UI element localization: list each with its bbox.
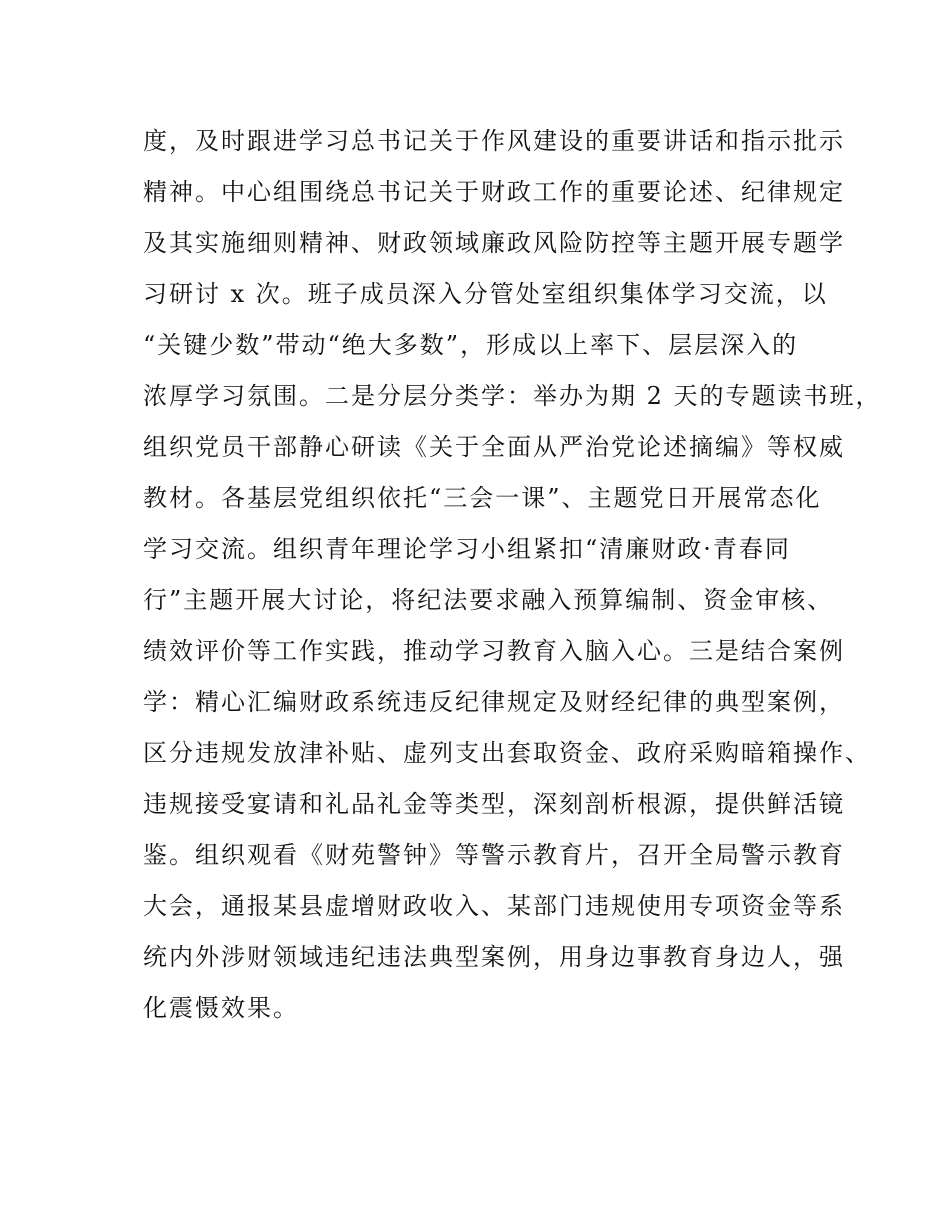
paragraph-line: 行”主题开展大讨论，将纪法要求融入预算编制、资金审核、 <box>143 586 834 614</box>
paragraph-line: 习研讨 x 次。班子成员深入分管处室组织集体学习交流，以 <box>143 280 828 308</box>
paragraph-line: 教材。各基层党组织依托“三会一课”、主题党日开展常态化 <box>143 484 822 512</box>
paragraph-line: 浓厚学习氛围。二是分层分类学：举办为期 2 天的专题读书班， <box>143 382 882 410</box>
paragraph-line: 及其实施细则精神、财政领域廉政风险防控等主题开展专题学 <box>143 229 845 257</box>
paragraph-line: 区分违规发放津补贴、虚列支出套取资金、政府采购暗箱操作、 <box>143 739 871 767</box>
paragraph-line: 度，及时跟进学习总书记关于作风建设的重要讲话和指示批示 <box>143 127 845 155</box>
paragraph-line: 精神。中心组围绕总书记关于财政工作的重要论述、纪律规定 <box>143 178 845 206</box>
paragraph-line: 学：精心汇编财政系统违反纪律规定及财经纪律的典型案例， <box>143 688 845 716</box>
paragraph-line: 统内外涉财领域违纪违法典型案例，用身边事教育身边人，强 <box>143 943 845 971</box>
paragraph-line: 绩效评价等工作实践，推动学习教育入脑入心。三是结合案例 <box>143 637 845 665</box>
paragraph-line: 化震慑效果。 <box>143 994 299 1022</box>
paragraph-line: 大会，通报某县虚增财政收入、某部门违规使用专项资金等系 <box>143 892 845 920</box>
paragraph-line: 鉴。组织观看《财苑警钟》等警示教育片，召开全局警示教育 <box>143 841 845 869</box>
paragraph-line: 组织党员干部静心研读《关于全面从严治党论述摘编》等权威 <box>143 433 845 461</box>
paragraph-line: 违规接受宴请和礼品礼金等类型，深刻剖析根源，提供鲜活镜 <box>143 790 845 818</box>
paragraph-line: “关键少数”带动“绝大多数”，形成以上率下、层层深入的 <box>143 331 799 359</box>
paragraph-line: 学习交流。组织青年理论学习小组紧扣“清廉财政·青春同 <box>143 535 791 563</box>
